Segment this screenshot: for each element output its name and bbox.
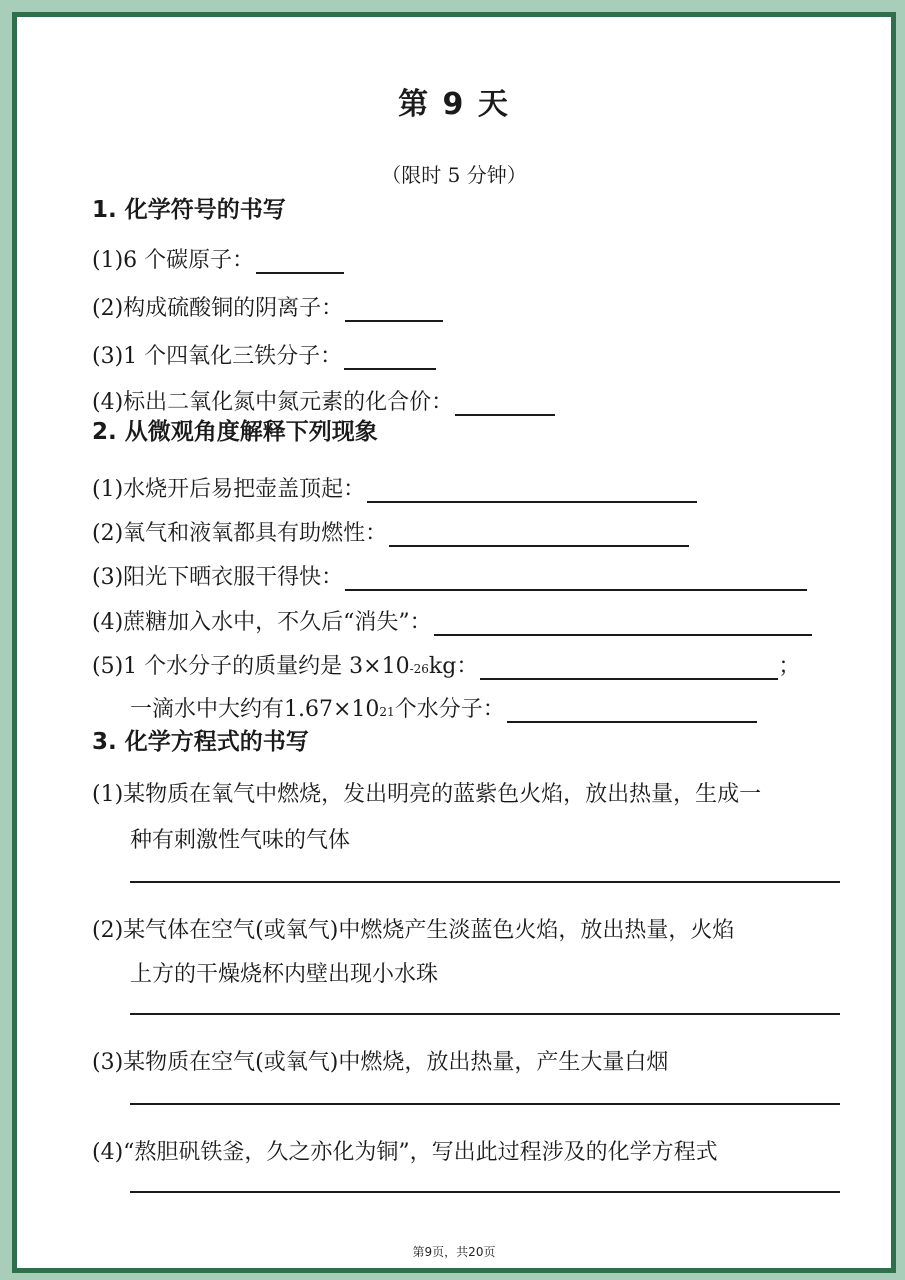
- question-text-unit: kg：: [428, 654, 479, 679]
- worksheet-page: [12, 12, 896, 1273]
- question-text: (2)某气体在空气(或氧气)中燃烧产生淡蓝色火焰，放出热量，火焰: [92, 918, 735, 943]
- question-1-1: [92, 243, 344, 274]
- exponent: 21: [379, 705, 395, 719]
- question-text: 个水分子：: [394, 697, 505, 722]
- answer-blank[interactable]: [367, 479, 697, 503]
- question-2-2: [92, 516, 689, 547]
- question-text: (1)某物质在氧气中燃烧，发出明亮的蓝紫色火焰，放出热量，生成一: [92, 782, 762, 807]
- answer-line[interactable]: [130, 1013, 840, 1015]
- question-text: (3)阳光下晒衣服干得快：: [92, 565, 344, 590]
- exponent: -26: [409, 662, 429, 676]
- answer-blank[interactable]: [345, 567, 807, 591]
- question-2-5-part-2: [130, 692, 757, 723]
- answer-line[interactable]: [130, 881, 840, 883]
- question-1-2: [92, 291, 443, 322]
- question-2-1: [92, 472, 697, 503]
- question-1-4: [92, 385, 555, 416]
- section-1-heading: 1. 化学符号的书写: [92, 197, 286, 223]
- answer-blank[interactable]: [256, 250, 344, 274]
- answer-line[interactable]: [130, 1103, 840, 1105]
- question-3-2: [92, 913, 734, 944]
- question-text: (5)1 个水分子的质量约是 3×10: [92, 654, 410, 679]
- question-text: 一滴水中大约有1.67×10: [130, 697, 380, 722]
- section-2-heading: 2. 从微观角度解释下列现象: [92, 419, 378, 445]
- answer-blank[interactable]: [455, 392, 555, 416]
- question-2-3: [92, 560, 807, 591]
- answer-blank[interactable]: [434, 612, 812, 636]
- question-text: (4)蔗糖加入水中，不久后“消失”：: [92, 610, 432, 635]
- question-text: (4)“熬胆矾铁釜，久之亦化为铜”，写出此过程涉及的化学方程式: [92, 1140, 718, 1165]
- question-text: 种有刺激性气味的气体: [130, 828, 351, 853]
- time-limit: （限时 5 分钟）: [381, 163, 527, 187]
- question-text: (2)氧气和液氧都具有助燃性：: [92, 521, 388, 546]
- question-3-1: [92, 777, 761, 808]
- question-3-1-continued: [130, 823, 350, 854]
- answer-line[interactable]: [130, 1191, 840, 1193]
- question-2-5: [92, 649, 800, 680]
- answer-blank[interactable]: [389, 523, 689, 547]
- question-text: (1)6 个碳原子：: [92, 248, 255, 273]
- question-text: (3)某物质在空气(或氧气)中燃烧，放出热量，产生大量白烟: [92, 1050, 669, 1075]
- answer-blank[interactable]: [344, 346, 436, 370]
- question-2-4: [92, 605, 812, 636]
- question-text: (3)1 个四氧化三铁分子：: [92, 344, 343, 369]
- semicolon: ；: [778, 654, 801, 679]
- question-3-4: [92, 1135, 718, 1166]
- question-text: 上方的干燥烧杯内壁出现小水珠: [130, 962, 439, 987]
- section-3-heading: 3. 化学方程式的书写: [92, 729, 309, 755]
- question-3-3: [92, 1045, 668, 1076]
- answer-blank[interactable]: [345, 298, 443, 322]
- question-3-2-continued: [130, 957, 438, 988]
- question-text: (1)水烧开后易把壶盖顶起：: [92, 477, 366, 502]
- question-text: (4)标出二氧化氮中氮元素的化合价：: [92, 390, 454, 415]
- answer-blank[interactable]: [480, 656, 778, 680]
- question-1-3: [92, 339, 436, 370]
- page-title: 第 9 天: [398, 87, 510, 122]
- question-text: (2)构成硫酸铜的阴离子：: [92, 296, 344, 321]
- page-number: 第9页，共20页: [412, 1245, 496, 1259]
- answer-blank[interactable]: [507, 699, 757, 723]
